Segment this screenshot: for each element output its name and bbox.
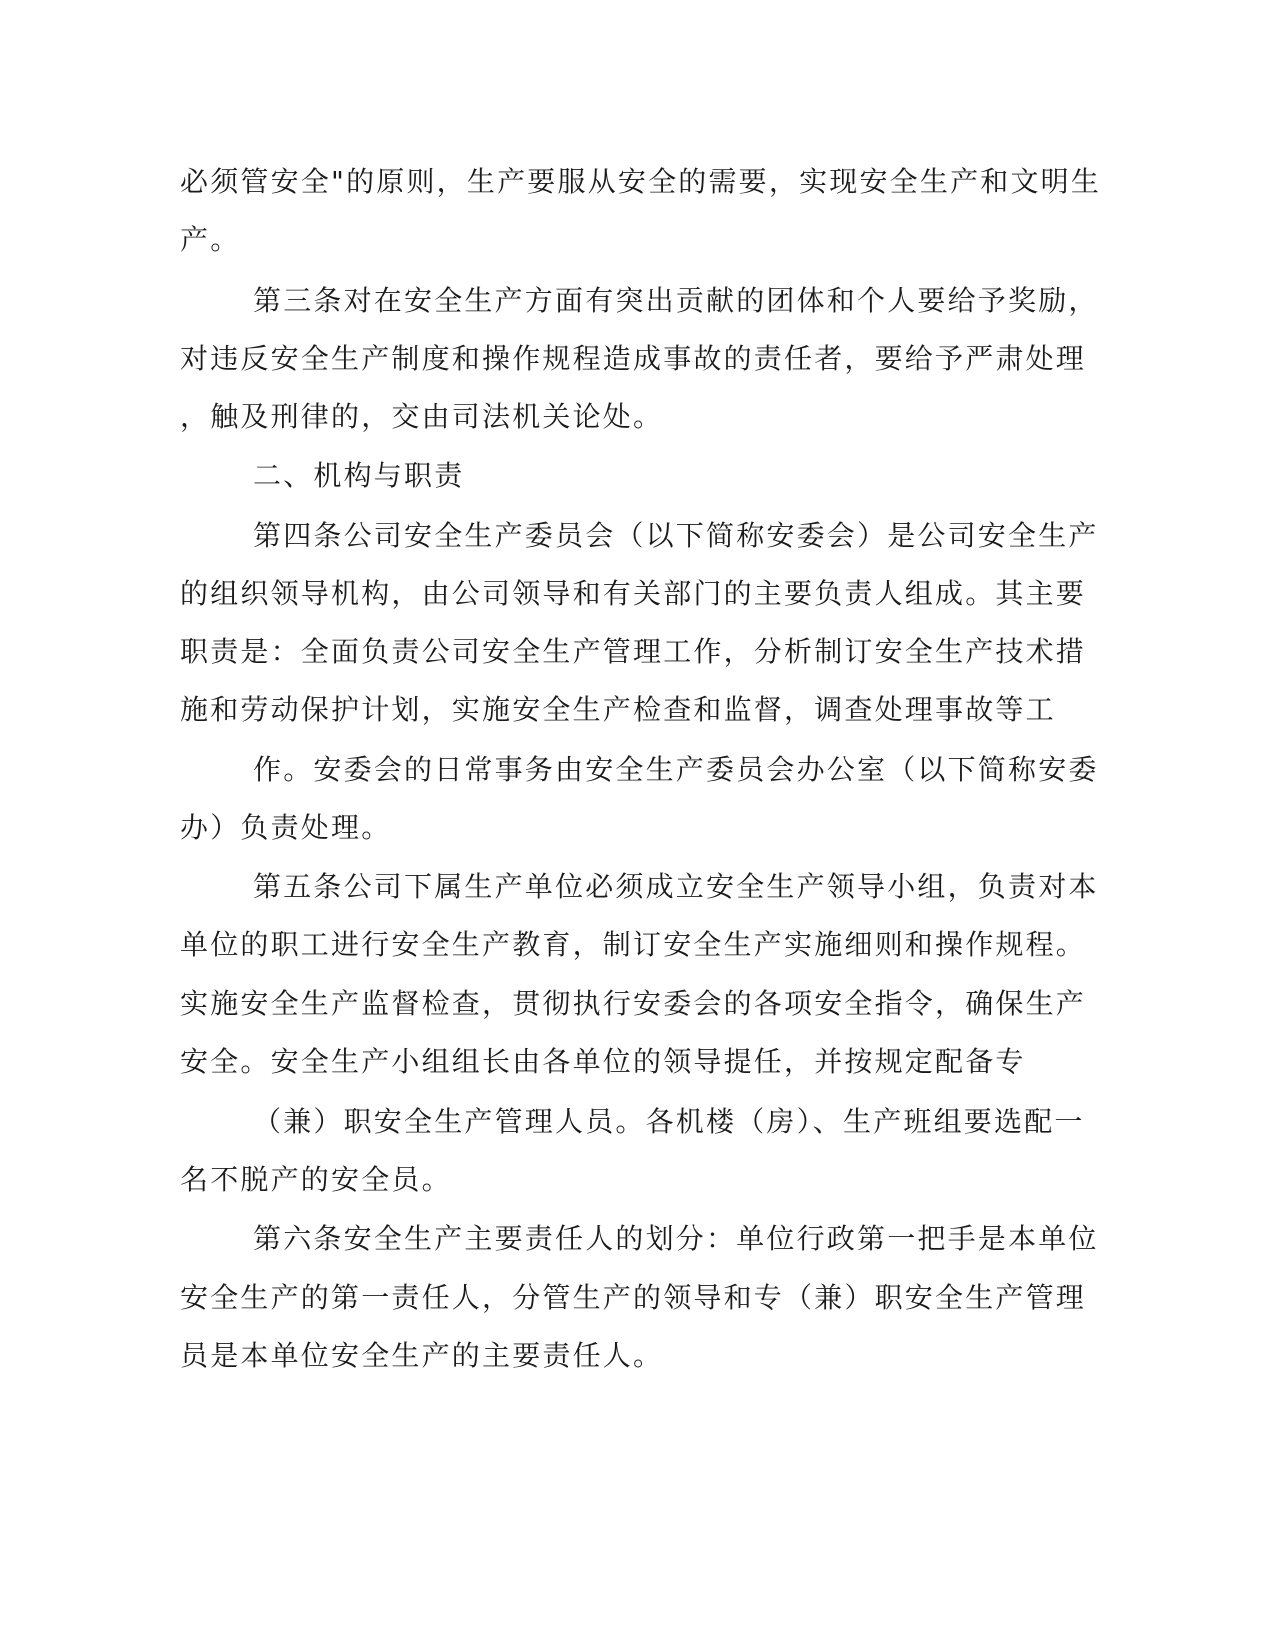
text-line: 安全。安全生产小组组长由各单位的领导提任，并按规定配备专 bbox=[180, 1045, 1026, 1078]
text-line: 安全生产的第一责任人，分管生产的领导和专（兼）职安全生产管理 bbox=[180, 1281, 1087, 1314]
text-line: 施和劳动保护计划，实施安全生产检查和监督，调查处理事故等工 bbox=[180, 693, 1056, 726]
text-line: 单位的职工进行安全生产教育，制订安全生产实施细则和操作规程。 bbox=[180, 928, 1087, 961]
text-line: 的组织领导机构，由公司领导和有关部门的主要负责人组成。其主要 bbox=[180, 577, 1087, 610]
text-line: 第四条公司安全生产委员会（以下简称安委会）是公司安全生产 bbox=[253, 519, 1099, 552]
text-line: 必须管安全"的原则，生产要服从安全的需要，实现安全生产和文明生 bbox=[180, 165, 1102, 198]
text-line: 名不脱产的安全员。 bbox=[180, 1163, 452, 1196]
text-line: 第三条对在安全生产方面有突出贡献的团体和个人要给予奖励， bbox=[253, 284, 1099, 317]
text-line: 作。安委会的日常事务由安全生产委员会办公室（以下简称安委 bbox=[253, 753, 1099, 786]
text-line: 实施安全生产监督检查，贯彻执行安委会的各项安全指令，确保生产 bbox=[180, 987, 1087, 1020]
text-line: 产。 bbox=[180, 223, 241, 256]
text-line: ，触及刑律的，交由司法机关论处。 bbox=[180, 400, 664, 433]
text-line: 办）负责处理。 bbox=[180, 811, 392, 844]
text-line: 对违反安全生产制度和操作规程造成事故的责任者，要给予严肃处理 bbox=[180, 342, 1087, 375]
text-line: 第六条安全生产主要责任人的划分：单位行政第一把手是本单位 bbox=[253, 1222, 1099, 1255]
text-line: 职责是：全面负责公司安全生产管理工作，分析制订安全生产技术措 bbox=[180, 635, 1087, 668]
text-line: 第五条公司下属生产单位必须成立安全生产领导小组，负责对本 bbox=[253, 870, 1099, 903]
section-heading: 二、机构与职责 bbox=[253, 459, 465, 492]
text-line: 员是本单位安全生产的主要责任人。 bbox=[180, 1339, 664, 1372]
text-line: （兼）职安全生产管理人员。各机楼（房）、生产班组要选配一 bbox=[253, 1105, 1085, 1138]
